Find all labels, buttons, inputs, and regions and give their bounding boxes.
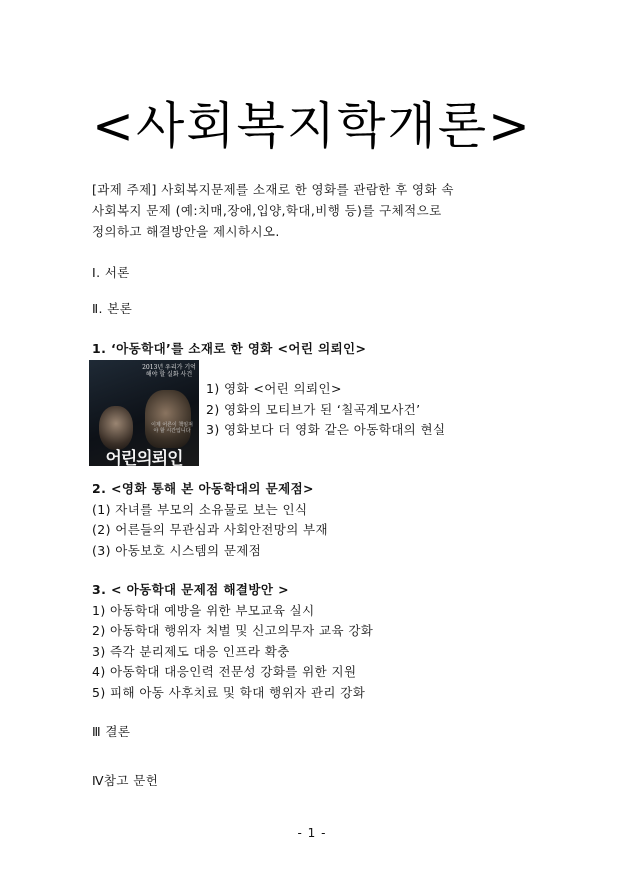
poster-film-title: 어린의뢰인 [105,449,183,466]
poster-figure-man [145,390,191,448]
part2-item-3: (3) 아동보호 시스템의 문제점 [92,543,262,558]
assignment-line-1: [과제 주제] 사회복지문제를 소재로 한 영화를 관람한 후 영화 속 [92,182,454,197]
poster-quote: 이제 어른이 책임져야 할 시간입니다 [151,422,193,434]
section-conclusion-heading: Ⅲ 결론 [92,724,131,739]
section-body-heading: Ⅱ. 본론 [92,301,133,316]
part3-item-4: 4) 아동학대 대응인력 전문성 강화를 위한 지원 [92,664,357,679]
part3-item-3: 3) 즉각 분리제도 대응 인프라 확충 [92,644,290,659]
section-references-heading: Ⅳ참고 문헌 [92,773,159,788]
movie-poster-image [89,360,199,466]
part3-item-5: 5) 피해 아동 사후치료 및 학대 행위자 관리 강화 [92,685,366,700]
part2-item-1: (1) 자녀를 부모의 소유물로 보는 인식 [92,502,308,517]
page-number: - 1 - [297,826,327,840]
part2-item-2: (2) 어른들의 무관심과 사회안전망의 부재 [92,522,329,537]
part2-heading: 2. <영화 통해 본 아동학대의 문제점> [92,481,314,496]
part1-heading: 1. ‘아동학대’를 소재로 한 영화 <어린 의뢰인> [92,341,367,356]
part1-item-3: 3) 영화보다 더 영화 같은 아동학대의 현실 [206,422,446,437]
part1-item-1: 1) 영화 <어린 의뢰인> [206,381,342,396]
part3-heading: 3. < 아동학대 문제점 해결방안 > [92,582,289,597]
part1-item-2: 2) 영화의 모티브가 된 ‘칠곡계모사건’ [206,402,421,417]
part3-item-1: 1) 아동학대 예방을 위한 부모교육 실시 [92,603,315,618]
document-title: <사회복지학개론> [92,97,532,155]
assignment-line-2: 사회복지 문제 (예:치매,장애,입양,학대,비행 등)를 구체적으로 [92,203,442,218]
part3-item-2: 2) 아동학대 행위자 처벌 및 신고의무자 교육 강화 [92,623,374,638]
poster-tagline: 2013년 우리가 기억해야 할 실화 사건 [142,364,196,378]
assignment-line-3: 정의하고 해결방안을 제시하시오. [92,224,280,239]
section-intro-heading: Ⅰ. 서론 [92,265,130,280]
